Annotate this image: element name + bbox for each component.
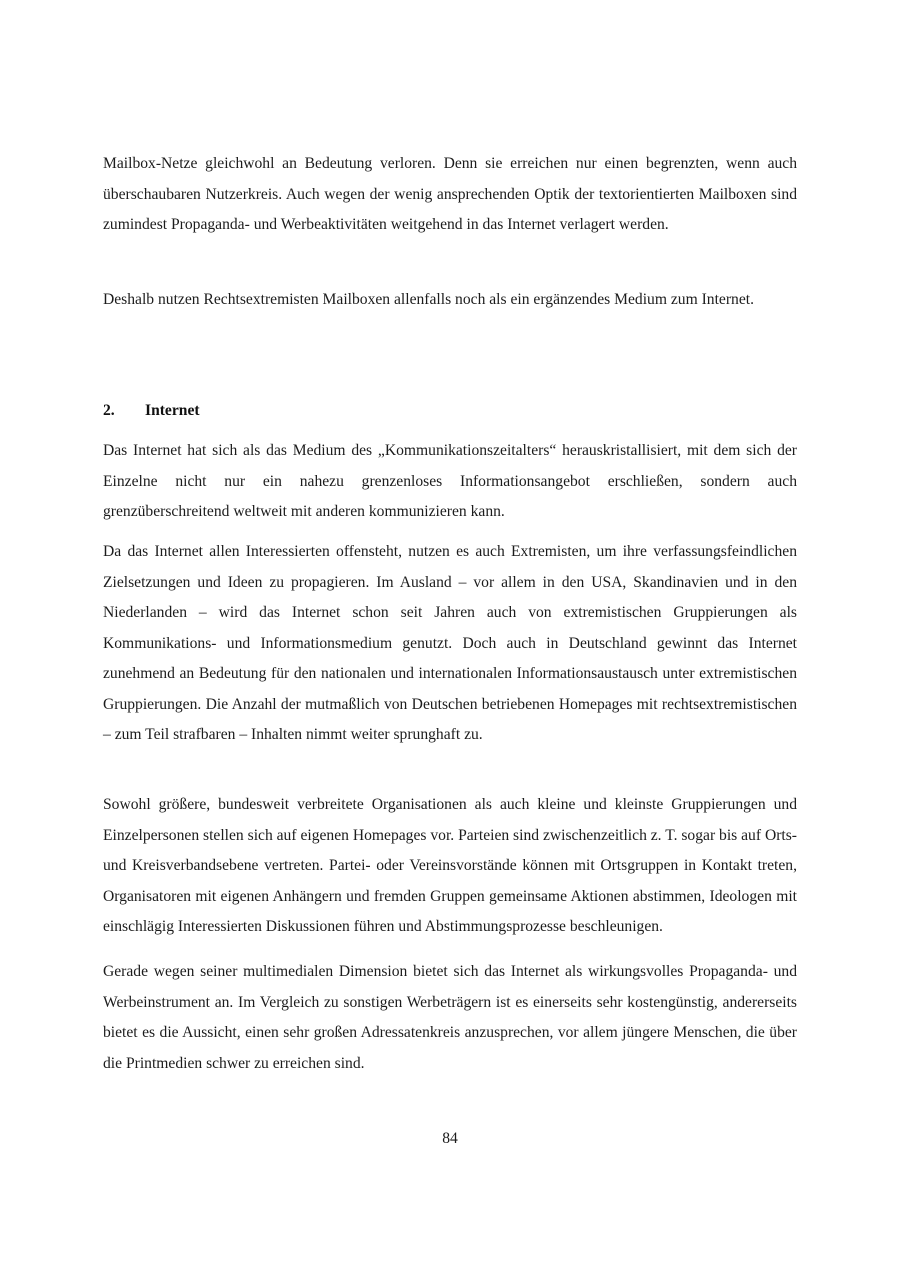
- section-title: Internet: [145, 402, 200, 419]
- paragraph-extremisten: Da das Internet allen Interessierten offensteht, nutzen es auch Extremisten, um ihre verfassungsfeindlichen Zielsetzungen und Ideen zu propagieren. Im Ausland – vor allem in den USA, Skandinavien und in den Niederlanden – wird das Internet schon seit Jahren auch von extremistischen Gruppierungen als Kommunikations- und Informationsmedium genutzt. Doch auch in Deutschland gewinnt das Internet zunehmend an Bedeutung für den nationalen und internationalen Informationsaustausch unter extremistischen Gruppierungen. Die Anzahl der mutmaßlich von Deutschen betriebenen Homepages mit rechtsextremistischen – zum Teil strafbaren – Inhalten nimmt weiter sprunghaft zu.: [103, 543, 797, 743]
- section-heading: [103, 396, 200, 426]
- section-number: 2.: [103, 402, 115, 419]
- paragraph-organisationen: Sowohl größere, bundesweit verbreitete Organisationen als auch kleine und kleinste Gruppierungen und Einzelpersonen stellen sich auf eigenen Homepages vor. Parteien sind zwischenzeitlich z. T. sogar bis auf Orts- und Kreisverbandsebene vertreten. Partei- oder Vereinsvorstände können mit Ortsgruppen in Kontakt treten, Organisatoren mit eigenen Anhängern und fremden Gruppen gemeinsame Aktionen abstimmen, Ideologen mit einschlägig Interessierten Diskussionen führen und Abstimmungsprozesse beschleunigen.: [103, 796, 797, 935]
- paragraph-multimedial: Gerade wegen seiner multimedialen Dimension bietet sich das Internet als wirkungsvolles Propaganda- und Werbeinstrument an. Im Vergleich zu sonstigen Werbeträgern ist es einerseits sehr kostengünstig, andererseits bietet es die Aussicht, einen sehr großen Adressatenkreis anzusprechen, vor allem jüngere Menschen, die über die Printmedien schwer zu erreichen sind.: [103, 963, 797, 1072]
- page-number: 84: [442, 1130, 458, 1147]
- paragraph-deshalb: Deshalb nutzen Rechtsextremisten Mailboxen allenfalls noch als ein ergänzendes Medium zum Internet.: [103, 291, 754, 308]
- paragraph-mailbox-netze: Mailbox-Netze gleichwohl an Bedeutung verloren. Denn sie erreichen nur einen begrenzten, wenn auch überschaubaren Nutzerkreis. Auch wegen der wenig ansprechenden Optik der textorientierten Mailboxen sind zumindest Propaganda- und Werbeaktivitäten weitgehend in das Internet verlagert werden.: [103, 155, 797, 233]
- paragraph-internet-medium: Das Internet hat sich als das Medium des „Kommunikationszeitalters“ herauskristallisiert, mit dem sich der Einzelne nicht nur ein nahezu grenzenloses Informationsangebot erschließen, sondern auch grenzüberschreitend weltweit mit anderen kommunizieren kann.: [103, 442, 797, 520]
